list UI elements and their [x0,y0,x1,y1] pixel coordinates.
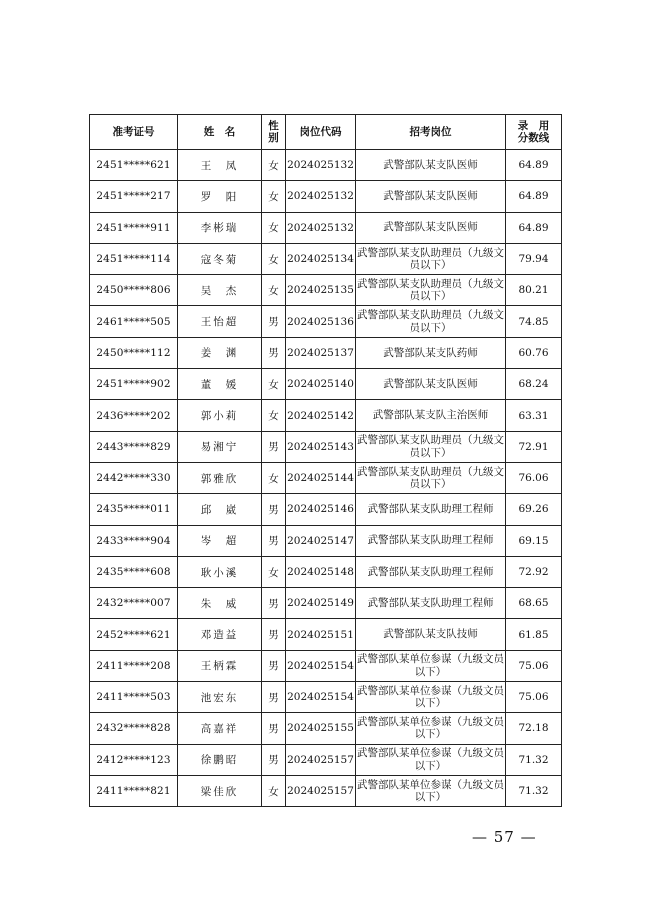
cell-position: 武警部队某单位参谋（九级文员以下） [356,682,506,713]
cell-score: 72.91 [506,431,562,462]
cell-name: 岑 超 [178,525,262,556]
cell-gender: 男 [262,306,286,337]
cell-name: 王 凤 [178,150,262,181]
header-gender-text: 性别 [268,120,279,144]
table-row [90,306,562,337]
header-position-code: 岗位代码 [286,115,356,150]
cell-name: 池宏东 [178,682,262,713]
cell-position: 武警部队某支队助理工程师 [356,525,506,556]
cell-position-code: 2024025155 [286,713,356,744]
table-row [90,619,562,650]
cell-name: 王柄霖 [178,650,262,681]
cell-position-code: 2024025132 [286,150,356,181]
table-header-row [90,115,562,150]
cell-position: 武警部队某支队助理员（九级文员以下） [356,275,506,306]
cell-position: 武警部队某支队助理工程师 [356,588,506,619]
cell-position-code: 2024025132 [286,181,356,212]
header-name: 姓 名 [178,115,262,150]
cell-exam-id: 2452*****621 [90,619,178,650]
cell-score: 79.94 [506,243,562,274]
table-row [90,181,562,212]
cell-position: 武警部队某支队助理员（九级文员以下） [356,431,506,462]
cell-score: 80.21 [506,275,562,306]
cell-position-code: 2024025135 [286,275,356,306]
cell-position-code: 2024025147 [286,525,356,556]
cell-position: 武警部队某支队主治医师 [356,400,506,431]
cell-position: 武警部队某支队医师 [356,150,506,181]
cell-position-code: 2024025157 [286,744,356,775]
cell-gender: 男 [262,525,286,556]
cell-gender: 女 [262,243,286,274]
cell-name: 朱 威 [178,588,262,619]
cell-name: 王怡超 [178,306,262,337]
table-row [90,494,562,525]
cell-position: 武警部队某支队助理工程师 [356,494,506,525]
cell-position-code: 2024025137 [286,337,356,368]
cell-gender: 女 [262,150,286,181]
cell-name: 姜 渊 [178,337,262,368]
cell-position-code: 2024025143 [286,431,356,462]
table-row [90,556,562,587]
table-row [90,525,562,556]
cell-score: 71.32 [506,744,562,775]
cell-score: 74.85 [506,306,562,337]
cell-gender: 男 [262,682,286,713]
cell-position-code: 2024025154 [286,682,356,713]
cell-position-code: 2024025140 [286,369,356,400]
page-number: — 57 — [472,828,537,846]
cell-exam-id: 2451*****621 [90,150,178,181]
cell-exam-id: 2411*****208 [90,650,178,681]
cell-score: 68.65 [506,588,562,619]
cell-position: 武警部队某支队助理工程师 [356,556,506,587]
cell-name: 梁佳欣 [178,775,262,806]
cell-position: 武警部队某单位参谋（九级文员以下） [356,775,506,806]
table-row [90,650,562,681]
cell-position: 武警部队某支队药师 [356,337,506,368]
cell-score: 69.15 [506,525,562,556]
cell-name: 郭雅欣 [178,462,262,493]
cell-position: 武警部队某支队技师 [356,619,506,650]
cell-gender: 女 [262,369,286,400]
cell-name: 吴 杰 [178,275,262,306]
cell-exam-id: 2442*****330 [90,462,178,493]
cell-position: 武警部队某支队医师 [356,181,506,212]
cell-position-code: 2024025149 [286,588,356,619]
cell-exam-id: 2451*****902 [90,369,178,400]
cell-gender: 男 [262,619,286,650]
cell-position: 武警部队某支队助理员（九级文员以下） [356,306,506,337]
cell-position-code: 2024025157 [286,775,356,806]
table-row [90,462,562,493]
cell-exam-id: 2433*****904 [90,525,178,556]
cell-gender: 女 [262,275,286,306]
cell-name: 高嘉祥 [178,713,262,744]
cell-name: 邱 崴 [178,494,262,525]
cell-position: 武警部队某单位参谋（九级文员以下） [356,713,506,744]
cell-position-code: 2024025142 [286,400,356,431]
table-row [90,588,562,619]
cell-exam-id: 2451*****911 [90,212,178,243]
cell-name: 邓造益 [178,619,262,650]
cell-name: 寇冬菊 [178,243,262,274]
table-row [90,243,562,274]
cell-position-code: 2024025154 [286,650,356,681]
cell-position-code: 2024025136 [286,306,356,337]
cell-name: 徐鹏昭 [178,744,262,775]
cell-gender: 男 [262,650,286,681]
cell-name: 李彬瑞 [178,212,262,243]
cell-score: 72.92 [506,556,562,587]
cell-name: 罗 阳 [178,181,262,212]
cell-score: 61.85 [506,619,562,650]
cell-position-code: 2024025144 [286,462,356,493]
admission-results-table [89,114,562,807]
cell-exam-id: 2436*****202 [90,400,178,431]
cell-gender: 女 [262,775,286,806]
table-row [90,682,562,713]
cell-position: 武警部队某支队医师 [356,212,506,243]
cell-position-code: 2024025146 [286,494,356,525]
cell-name: 耿小溪 [178,556,262,587]
header-score: 录 用 分数线 [506,115,562,150]
table-body [90,150,562,807]
cell-gender: 男 [262,713,286,744]
cell-name: 董 媛 [178,369,262,400]
cell-exam-id: 2435*****608 [90,556,178,587]
cell-gender: 女 [262,212,286,243]
cell-exam-id: 2432*****828 [90,713,178,744]
cell-position-code: 2024025148 [286,556,356,587]
cell-gender: 女 [262,462,286,493]
cell-position-code: 2024025132 [286,212,356,243]
cell-score: 71.32 [506,775,562,806]
cell-score: 64.89 [506,181,562,212]
table-row [90,337,562,368]
cell-score: 64.89 [506,212,562,243]
cell-score: 76.06 [506,462,562,493]
cell-name: 易湘宁 [178,431,262,462]
cell-position-code: 2024025151 [286,619,356,650]
cell-exam-id: 2450*****112 [90,337,178,368]
table-row [90,713,562,744]
table-row [90,369,562,400]
cell-position: 武警部队某单位参谋（九级文员以下） [356,744,506,775]
cell-score: 63.31 [506,400,562,431]
cell-exam-id: 2450*****806 [90,275,178,306]
cell-gender: 女 [262,400,286,431]
header-exam-id: 准考证号 [90,115,178,150]
table-row [90,150,562,181]
cell-gender: 女 [262,181,286,212]
cell-exam-id: 2411*****503 [90,682,178,713]
cell-position: 武警部队某支队助理员（九级文员以下） [356,243,506,274]
table-row [90,275,562,306]
cell-gender: 男 [262,494,286,525]
cell-exam-id: 2432*****007 [90,588,178,619]
cell-gender: 男 [262,744,286,775]
cell-score: 68.24 [506,369,562,400]
cell-position: 武警部队某支队医师 [356,369,506,400]
cell-exam-id: 2435*****011 [90,494,178,525]
cell-score: 72.18 [506,713,562,744]
cell-position-code: 2024025134 [286,243,356,274]
cell-gender: 男 [262,431,286,462]
header-gender [262,115,286,150]
cell-position: 武警部队某支队助理员（九级文员以下） [356,462,506,493]
cell-score: 60.76 [506,337,562,368]
cell-score: 69.26 [506,494,562,525]
cell-name: 郭小莉 [178,400,262,431]
cell-exam-id: 2461*****505 [90,306,178,337]
table-row [90,775,562,806]
cell-position: 武警部队某单位参谋（九级文员以下） [356,650,506,681]
cell-exam-id: 2451*****217 [90,181,178,212]
cell-exam-id: 2411*****821 [90,775,178,806]
cell-gender: 男 [262,337,286,368]
table-row [90,431,562,462]
cell-exam-id: 2451*****114 [90,243,178,274]
table-row [90,212,562,243]
cell-gender: 女 [262,556,286,587]
header-position: 招考岗位 [356,115,506,150]
cell-exam-id: 2443*****829 [90,431,178,462]
table-row [90,744,562,775]
cell-exam-id: 2412*****123 [90,744,178,775]
cell-score: 75.06 [506,650,562,681]
table-row [90,400,562,431]
cell-score: 75.06 [506,682,562,713]
cell-gender: 男 [262,588,286,619]
cell-score: 64.89 [506,150,562,181]
